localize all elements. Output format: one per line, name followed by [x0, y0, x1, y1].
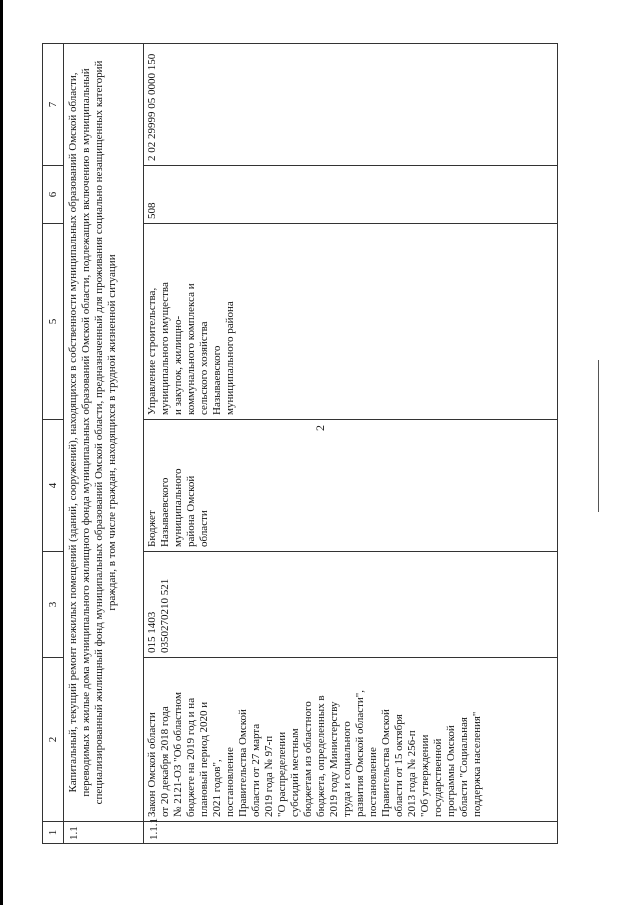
page-number: 2	[313, 425, 327, 431]
header-cell-4: 4	[43, 420, 64, 552]
budget-cell: Бюджет Называевского муниципального района Омской области	[144, 420, 558, 552]
budget-table	[42, 43, 558, 844]
table-header-row	[43, 44, 64, 844]
header-cell-3: 3	[43, 552, 64, 658]
code-cell: 508	[144, 166, 558, 224]
section-number: 1.1	[64, 822, 144, 844]
header-cell-2: 2	[43, 658, 64, 822]
rotated-table-area	[42, 44, 558, 844]
budget-code-cell: 015 1403 0350270210 521	[144, 552, 558, 658]
row-number: 1.1.1	[144, 822, 558, 844]
section-description: Капитальный, текущий ремонт нежилых помещений (зданий, сооружений), находящихся в собственности муниципальных образований Омской области, переводимых в жилые дома муниципального жилищного фонда муниципальных образований Омской области, подлежащих включению в муниципальный специализированный жилищный фонд муниципальных образований Омской области, предназначенный для проживания социально незащищенных категорий граждан, в том числе граждан, находящихся в трудной жизненной ситуации	[64, 44, 144, 822]
table-row	[144, 44, 558, 844]
administrator-cell: Управление строительства, муниципального имущества и закупок, жилищно- коммунального комплекса и сельского хозяйства Называевского муниципального района	[144, 224, 558, 420]
revenue-code-cell: 2 02 29999 05 0000 150	[144, 44, 558, 166]
section-row	[64, 44, 144, 844]
header-cell-7: 7	[43, 44, 64, 166]
header-cell-6: 6	[43, 166, 64, 224]
header-cell-1: 1	[43, 822, 64, 844]
header-cell-5: 5	[43, 224, 64, 420]
legal-basis-cell: Закон Омской области от 20 декабря 2018 года № 2121-ОЗ "Об областном бюджете на 2019 год и на плановый период 2020 и 2021 годов", постановление Правительства Омской области от 27 марта 2019 года № 97-п "О распределении субсидий местным бюджетам из областного бюджета, определенных в 2019 году Министерству труда и социального развития Омской области", постановление Правительства Омской области от 15 октября 2013 года № 256-п "Об утверждении государственной программы Омской области "Социальная поддержка населения"	[144, 658, 558, 822]
margin-rule	[598, 360, 599, 512]
scan-left-edge	[0, 0, 3, 905]
